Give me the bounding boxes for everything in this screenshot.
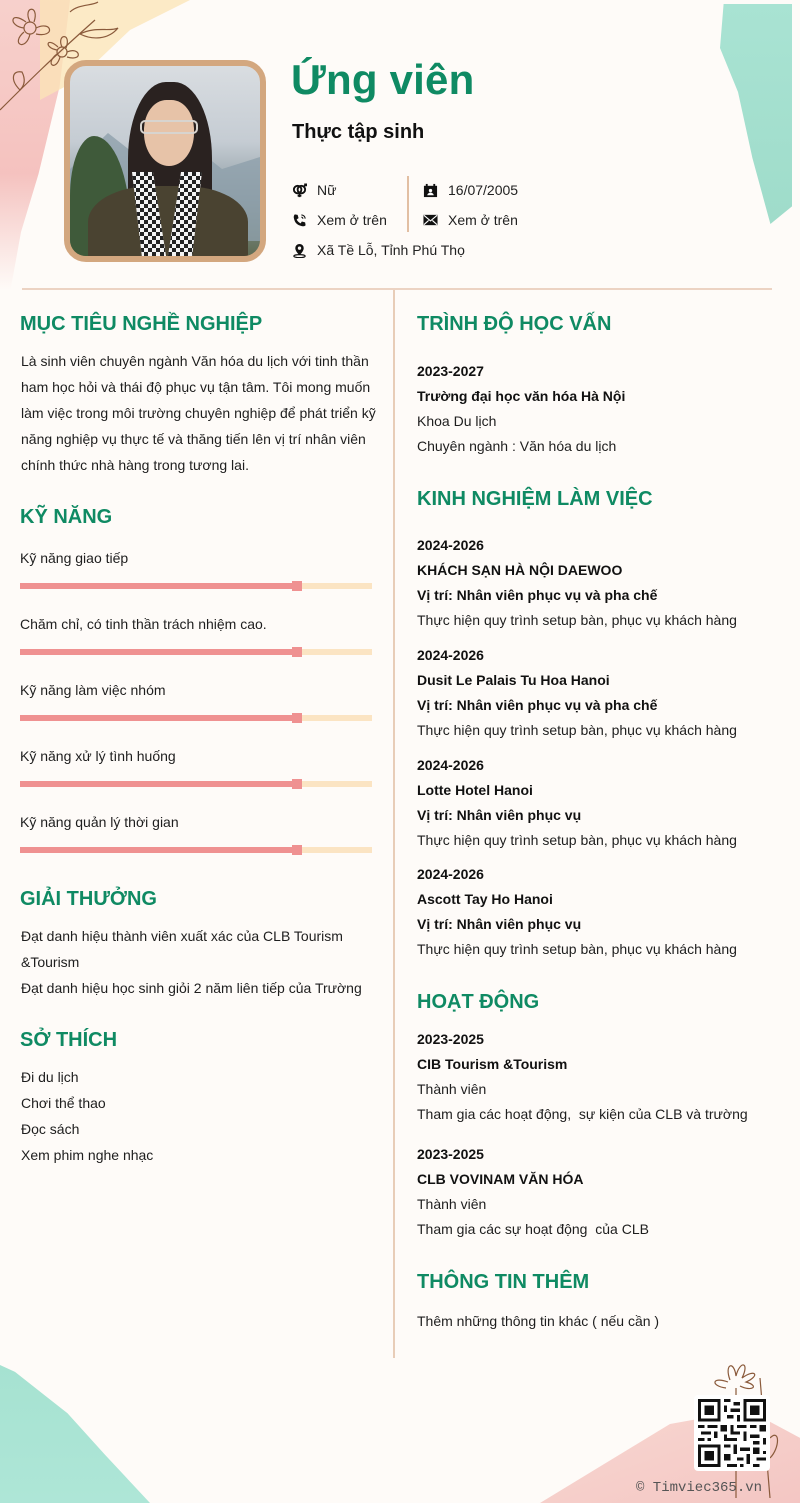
email-value: Xem ở trên xyxy=(448,212,518,228)
skill-label: Kỹ năng giao tiếp xyxy=(20,550,129,566)
skill-bar xyxy=(20,847,372,853)
contact-birthdate xyxy=(422,182,518,198)
address-value: Xã Tề Lỗ, Tỉnh Phú Thọ xyxy=(317,242,465,258)
activity-entry xyxy=(417,1142,649,1242)
skill-label: Chăm chỉ, có tinh thần trách nhiệm cao. xyxy=(20,616,267,632)
hobbies-list xyxy=(21,1064,153,1168)
experience-entry xyxy=(417,753,737,853)
experience-description: Thực hiện quy trình setup bàn, phục vụ khách hàng xyxy=(417,832,737,848)
activity-role: Thành viên xyxy=(417,1196,487,1212)
experience-period: 2024-2026 xyxy=(417,647,484,663)
section-title-awards: GIẢI THƯỞNG xyxy=(20,888,157,910)
experience-company: Dusit Le Palais Tu Hoa Hanoi xyxy=(417,672,610,688)
candidate-name: Ứng viên xyxy=(291,56,475,103)
column-divider xyxy=(393,290,395,1358)
gender-icon xyxy=(291,182,307,198)
activity-org: CIB Tourism &Tourism xyxy=(417,1056,568,1072)
experience-position: Vị trí: Nhân viên phục vụ xyxy=(417,807,582,823)
activity-description: Tham gia các hoạt động, sự kiện của CLB và trường xyxy=(417,1106,748,1122)
birthdate-value: 16/07/2005 xyxy=(448,182,519,198)
phone-icon xyxy=(291,212,307,228)
experience-description: Thực hiện quy trình setup bàn, phục vụ khách hàng xyxy=(417,722,737,738)
contact-address xyxy=(291,242,465,258)
header-divider xyxy=(22,288,772,290)
section-title-hobbies: SỞ THÍCH xyxy=(20,1029,118,1051)
awards-list: Đạt danh hiệu thành viên xuất xác của CLB Tourism &Tourism Đạt danh hiệu học sinh giỏi 2 năm liên tiếp của Trường xyxy=(21,928,362,996)
job-title: Thực tập sinh xyxy=(292,121,425,143)
experience-company: KHÁCH SẠN HÀ NỘI DAEWOO xyxy=(417,562,623,578)
experience-company: Ascott Tay Ho Hanoi xyxy=(417,891,553,907)
experience-position: Vị trí: Nhân viên phục vụ xyxy=(417,916,582,932)
activity-period: 2023-2025 xyxy=(417,1031,484,1047)
education-period: 2023-2027 xyxy=(417,363,484,379)
skill-bar xyxy=(20,781,372,787)
contact-email xyxy=(422,212,518,228)
hobby-item: Xem phim nghe nhạc xyxy=(21,1147,154,1163)
experience-description: Thực hiện quy trình setup bàn, phục vụ khách hàng xyxy=(417,941,737,957)
section-title-objective: MỤC TIÊU NGHỀ NGHIỆP xyxy=(20,313,263,335)
experience-period: 2024-2026 xyxy=(417,866,484,882)
gender-value: Nữ xyxy=(317,182,337,198)
experience-entry xyxy=(417,533,737,633)
experience-entry xyxy=(417,643,737,743)
contact-phone xyxy=(291,212,387,228)
skill-label: Kỹ năng quản lý thời gian xyxy=(20,814,179,830)
contact-gender xyxy=(291,182,336,198)
experience-period: 2024-2026 xyxy=(417,757,484,773)
skill-bar xyxy=(20,649,372,655)
objective-text: Là sinh viên chuyên ngành Văn hóa du lịch với tinh thần ham học hỏi và thái độ phục vụ tận tâm. Tôi mong muốn làm việc trong môi trường chuyên nghiệp để phát triển kỹ năng nghiệp vụ thực tế và thăng tiến lên vị trí nhân viên chính thức nhà hàng trong tương lai. xyxy=(21,353,376,473)
experience-description: Thực hiện quy trình setup bàn, phục vụ khách hàng xyxy=(417,612,737,628)
copyright-text: © Timviec365.vn xyxy=(636,1480,763,1496)
location-icon xyxy=(291,242,307,258)
contact-divider xyxy=(407,176,409,232)
skill-label: Kỹ năng xử lý tình huống xyxy=(20,748,176,764)
experience-position: Vị trí: Nhân viên phục vụ và pha chế xyxy=(417,697,658,713)
skill-bar xyxy=(20,715,372,721)
mail-icon xyxy=(422,212,438,228)
activity-period: 2023-2025 xyxy=(417,1146,484,1162)
experience-position: Vị trí: Nhân viên phục vụ và pha chế xyxy=(417,587,658,603)
section-title-experience: KINH NGHIỆM LÀM VIỆC xyxy=(417,488,653,510)
section-title-education: TRÌNH ĐỘ HỌC VẤN xyxy=(417,313,612,335)
activity-role: Thành viên xyxy=(417,1081,487,1097)
phone-value: Xem ở trên xyxy=(317,212,387,228)
qr-code-icon xyxy=(698,1399,766,1467)
experience-company: Lotte Hotel Hanoi xyxy=(417,782,533,798)
section-title-activities: HOẠT ĐỘNG xyxy=(417,991,540,1013)
section-title-extra: THÔNG TIN THÊM xyxy=(417,1271,590,1293)
education-major: Chuyên ngành : Văn hóa du lịch xyxy=(417,438,617,454)
watercolor-decoration xyxy=(0,1365,150,1503)
watercolor-decoration xyxy=(720,4,792,224)
education-entry xyxy=(417,359,625,459)
activity-entry xyxy=(417,1027,748,1127)
experience-period: 2024-2026 xyxy=(417,537,484,553)
section-title-skills: KỸ NĂNG xyxy=(20,506,113,528)
skill-label: Kỹ năng làm việc nhóm xyxy=(20,682,166,698)
calendar-icon xyxy=(422,182,438,198)
education-faculty: Khoa Du lịch xyxy=(417,413,497,429)
experience-entry xyxy=(417,862,737,962)
hobby-item: Đọc sách xyxy=(21,1121,80,1137)
avatar xyxy=(64,60,266,262)
activity-org: CLB VOVINAM VĂN HÓA xyxy=(417,1171,584,1187)
hobby-item: Chơi thể thao xyxy=(21,1095,106,1111)
activity-description: Tham gia các sự hoạt động của CLB xyxy=(417,1221,649,1237)
hobby-item: Đi du lịch xyxy=(21,1069,79,1085)
qr-code[interactable] xyxy=(694,1395,770,1471)
extra-info-text: Thêm những thông tin khác ( nếu cần ) xyxy=(417,1313,660,1329)
skill-bar xyxy=(20,583,372,589)
education-school: Trường đại học văn hóa Hà Nội xyxy=(417,388,626,404)
